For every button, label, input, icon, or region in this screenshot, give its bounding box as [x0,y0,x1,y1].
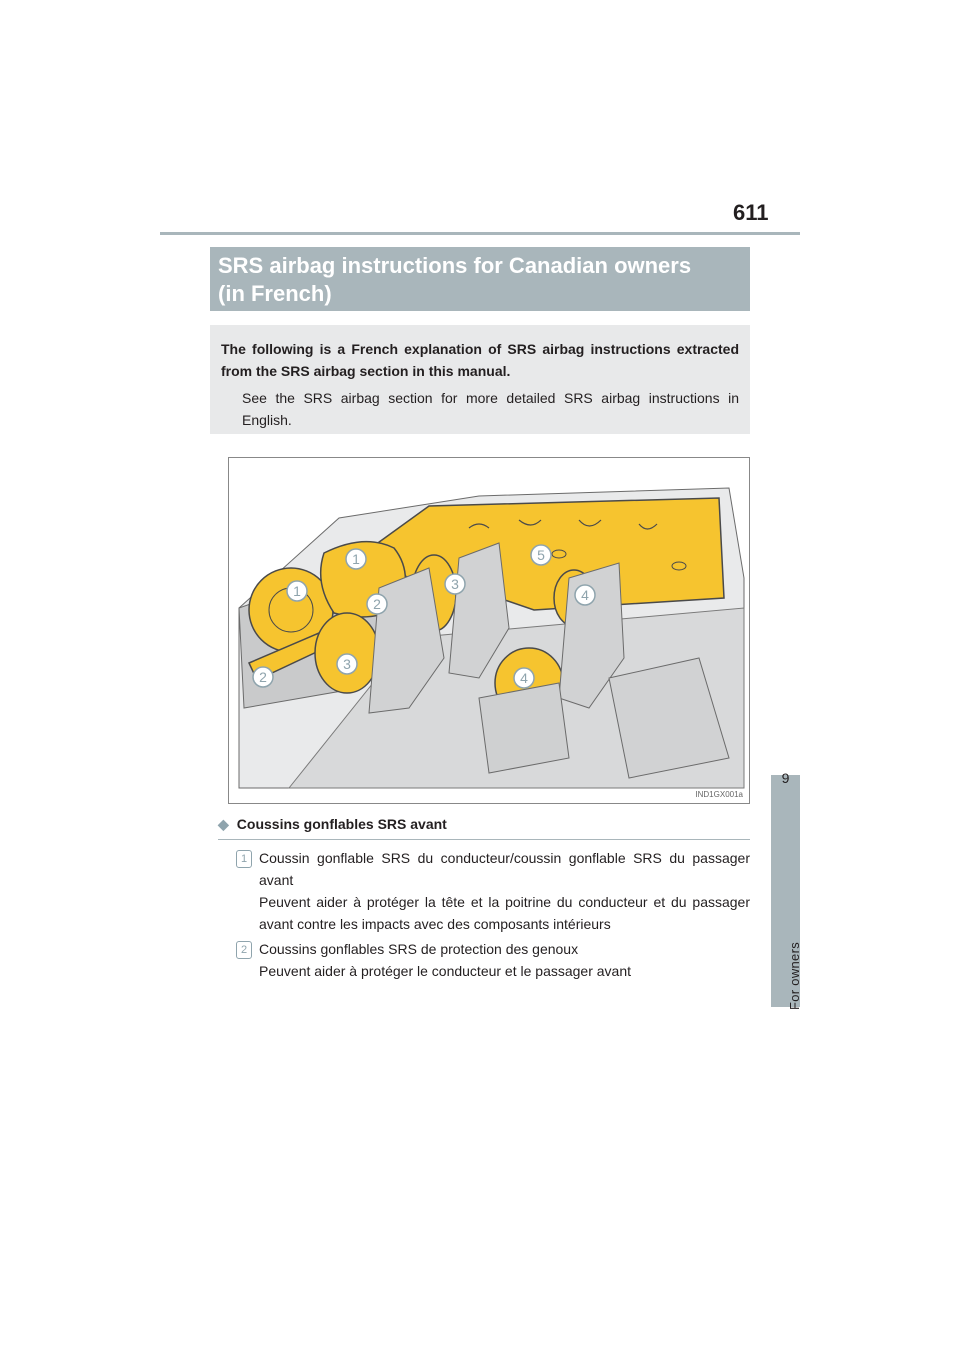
section-title-line1: SRS airbag instructions for Canadian owners [218,253,692,278]
list-item [236,938,750,982]
diamond-icon: ◆ [218,816,229,832]
chapter-label: For owners [787,941,802,1011]
item-title: Coussin gonflable SRS du conducteur/coussin gonflable SRS du passager avant [259,850,750,888]
callout-3a: 3 [343,656,351,672]
item-description: Peuvent aider à protéger la tête et la poitrine du conducteur et du passager avant contre les impacts avec des composants intérieurs [259,894,750,932]
intro-box [210,325,750,434]
header-rule [160,232,800,235]
subsection-heading [218,816,750,840]
section-title [210,247,750,311]
callout-3b: 3 [451,576,459,592]
callout-2b: 2 [259,669,267,685]
item-number-badge: 1 [236,850,252,868]
callout-2a: 2 [373,596,381,612]
callout-1b: 1 [352,551,360,567]
section-title-line2: (in French) [218,281,332,306]
front-side-airbag [315,613,379,693]
item-description: Peuvent aider à protéger le conducteur et le passager avant [259,963,632,979]
item-title: Coussins gonflables SRS de protection des genoux [259,941,579,957]
list-item [236,847,750,935]
callout-4b: 4 [520,670,528,686]
subsection-heading-text: Coussins gonflables SRS avant [236,816,447,832]
item-number-badge: 2 [236,941,252,959]
intro-note: See the SRS airbag section for more detailed SRS airbag instructions in English. [242,390,739,428]
airbag-illustration [228,457,750,804]
figure-code: IND1GX001a [695,790,743,799]
chapter-number: 9 [781,770,790,786]
callout-5: 5 [537,547,545,563]
page-number: 611 [733,200,769,225]
vehicle-interior-drawing [229,458,749,803]
intro-lead: The following is a French explanation of SRS airbag instructions extracted from the SRS airbag section in this manual. [221,341,739,379]
callout-4a: 4 [581,587,589,603]
callout-1a: 1 [293,583,301,599]
